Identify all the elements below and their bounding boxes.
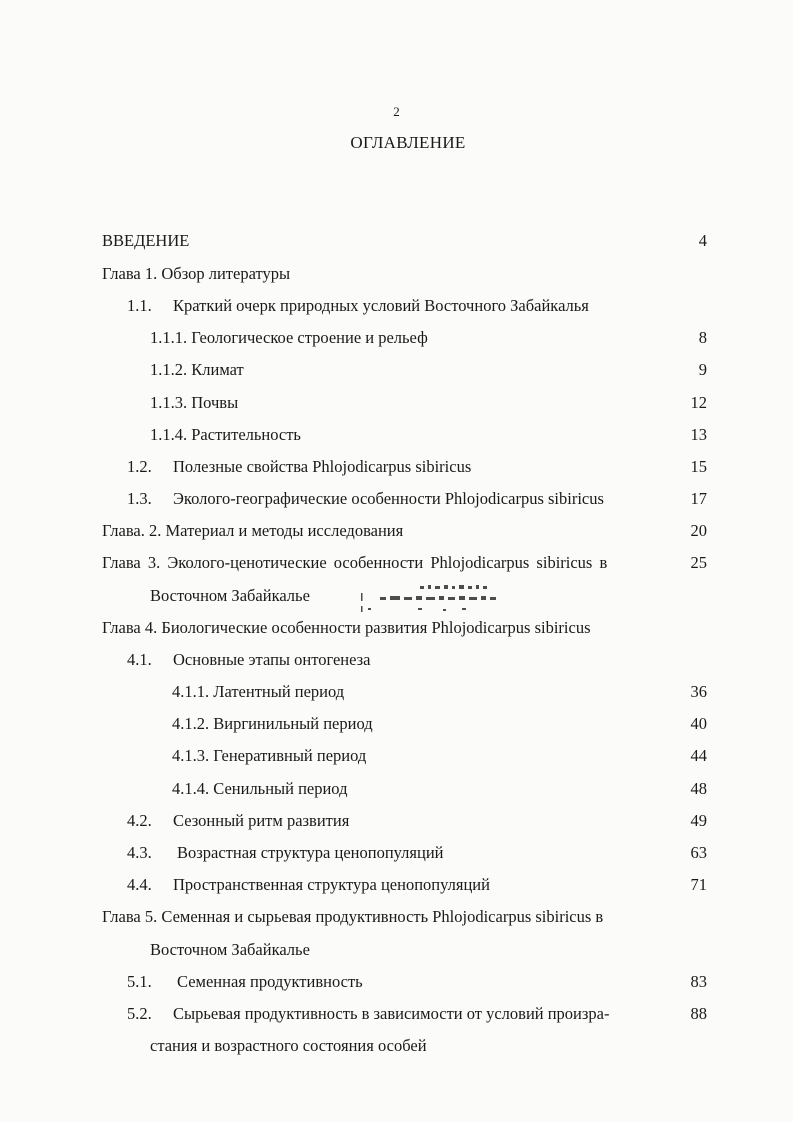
toc-entry-section-1-1-2[interactable]: 1.1.2. Климат [150,360,244,379]
toc-entry-section-5-2[interactable] [127,1004,609,1024]
toc-text: Эколого-географические особенности Phlojodicarpus sibiricus [173,489,604,508]
toc-text: Сезонный ритм развития [173,811,350,830]
toc-text: Полезные свойства Phlojodicarpus sibiricus [173,457,472,476]
toc-entry-chapter-3-cont: Восточном Забайкалье [150,586,310,605]
toc-entry-section-1-1-1[interactable]: 1.1.1. Геологическое строение и рельеф [150,328,428,347]
library-stamp-mark [358,582,508,618]
toc-number: 1.1. [127,296,152,315]
toc-page-4-1-1: 36 [690,682,707,701]
toc-page-4-4: 71 [690,875,707,894]
toc-page-4-1-3: 44 [690,746,707,765]
toc-entry-section-1-1-3[interactable]: 1.1.3. Почвы [150,393,239,412]
toc-entry-chapter-5[interactable]: Глава 5. Семенная и сырьевая продуктивность Phlojodicarpus sibiricus в [102,907,604,926]
toc-number: 4.4. [127,875,152,894]
toc-text: Краткий очерк природных условий Восточного Забайкалья [173,296,589,315]
toc-entry-section-1-3[interactable] [127,489,604,509]
toc-page-chapter-2: 20 [690,521,707,540]
toc-entry-chapter-2[interactable]: Глава. 2. Материал и методы исследования [102,521,404,540]
toc-entry-chapter-3[interactable]: Глава 3. Эколого-ценотические особенности Phlojodicarpus sibiricus в [102,553,608,572]
toc-page-4-1-2: 40 [690,714,707,733]
toc-entry-section-1-2[interactable] [127,457,471,477]
toc-page-intro: 4 [698,231,707,250]
toc-page-chapter-3: 25 [690,553,707,572]
toc-entry-section-4-4[interactable] [127,875,490,895]
toc-page-1-1-3: 12 [690,393,707,412]
toc-page-1-3: 17 [690,489,707,508]
toc-page-1-2: 15 [690,457,707,476]
toc-number: 1.2. [127,457,152,476]
toc-entry-chapter-5-cont: Восточном Забайкалье [150,940,310,959]
toc-page-4-1-4: 48 [690,779,707,798]
toc-number: 4.3. [127,843,152,862]
toc-page-1-1-1: 8 [698,328,707,347]
page-number: 2 [393,104,400,119]
toc-entry-section-4-1-3[interactable]: 4.1.3. Генеративный период [172,746,367,765]
toc-page-1-1-4: 13 [690,425,707,444]
toc-text: Возрастная структура ценопопуляций [177,843,444,862]
toc-number: 5.1. [127,972,152,991]
toc-text: Семенная продуктивность [177,972,363,991]
toc-page-5-2: 88 [690,1004,707,1023]
toc-entry-chapter-4[interactable]: Глава 4. Биологические особенности развития Phlojodicarpus sibiricus [102,618,591,637]
toc-entry-section-1-1-4[interactable]: 1.1.4. Растительность [150,425,301,444]
page-title: ОГЛАВЛЕНИЕ [350,133,466,152]
toc-page-4-3: 63 [690,843,707,862]
toc-text: Сырьевая продуктивность в зависимости от условий произра- [173,1004,610,1023]
toc-entry-section-4-1-2[interactable]: 4.1.2. Виргинильный период [172,714,373,733]
toc-entry-section-4-1[interactable] [127,650,371,670]
toc-entry-section-4-1-1[interactable]: 4.1.1. Латентный период [172,682,345,701]
toc-number: 4.1. [127,650,152,669]
toc-entry-section-4-2[interactable] [127,811,349,831]
toc-number: 1.3. [127,489,152,508]
toc-page-5-1: 83 [690,972,707,991]
toc-entry-intro[interactable]: ВВЕДЕНИЕ [102,231,190,250]
toc-page-4-2: 49 [690,811,707,830]
toc-entry-section-5-2-cont: стания и возрастного состояния особей [150,1036,427,1055]
toc-text: Основные этапы онтогенеза [173,650,371,669]
toc-entry-section-1-1[interactable] [127,296,589,316]
toc-number: 4.2. [127,811,152,830]
toc-entry-section-4-3[interactable] [127,843,444,863]
toc-number: 5.2. [127,1004,152,1023]
toc-page-1-1-2: 9 [698,360,707,379]
toc-text: Пространственная структура ценопопуляций [173,875,490,894]
toc-entry-chapter-1[interactable]: Глава 1. Обзор литературы [102,264,291,283]
toc-entry-section-5-1[interactable] [127,972,363,992]
toc-entry-section-4-1-4[interactable]: 4.1.4. Сенильный период [172,779,348,798]
